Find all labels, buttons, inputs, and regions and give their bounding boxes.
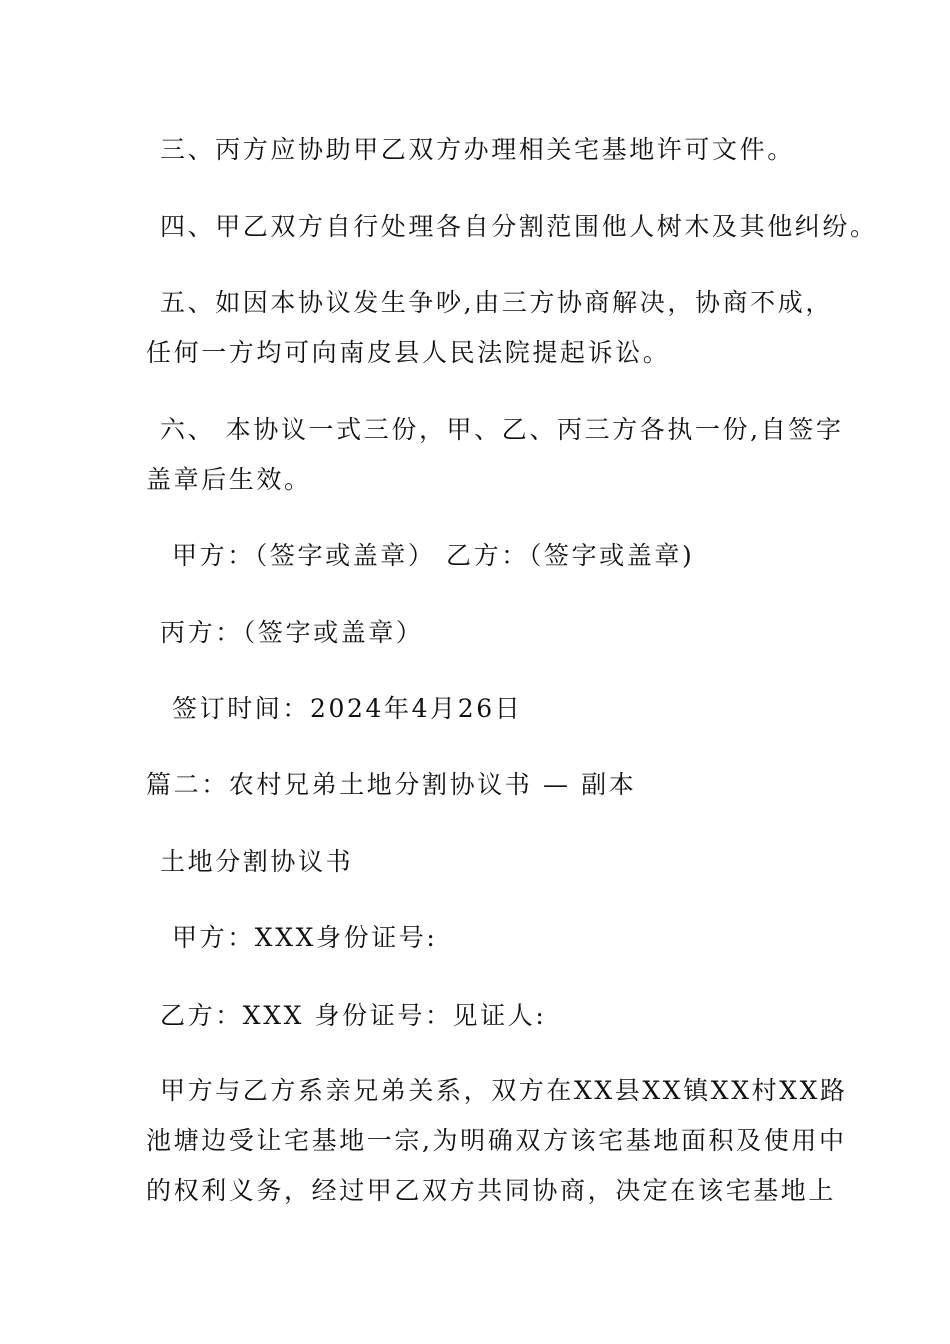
clause-six-line-1: 六、 本协议一式三份，甲、乙、丙三方各执一份,自签字	[160, 415, 844, 444]
body-paragraph-line-1: 甲方与乙方系亲兄弟关系，双方在XX县XX镇XX村XX路	[160, 1076, 848, 1105]
clause-five-line-1: 五、如因本协议发生争吵,由三方协商解决，协商不成，	[160, 288, 833, 317]
party-a-info: 甲方：XXX身份证号:	[172, 923, 438, 952]
clause-three: 三、丙方应协助甲乙双方办理相关宅基地许可文件。	[160, 135, 795, 164]
body-paragraph-line-2: 池塘边受让宅基地一宗,为明确双方该宅基地面积及使用中	[146, 1126, 847, 1155]
body-paragraph-line-3: 的权利义务，经过甲乙双方共同协商，决定在该宅基地上	[146, 1176, 837, 1205]
agreement-title: 土地分割协议书	[160, 847, 354, 876]
signature-party-c: 丙方：（签字或盖章）	[160, 618, 424, 647]
clause-four: 四、甲乙双方自行处理各自分割范围他人树木及其他纠纷。	[160, 212, 878, 241]
signing-date: 签订时间：2024年4月26日	[172, 694, 523, 723]
clause-six-line-2: 盖章后生效。	[146, 465, 312, 494]
party-b-info: 乙方：XXX 身份证号：见证人:	[160, 1001, 547, 1030]
section-two-heading: 篇二：农村兄弟土地分割协议书 — 副本	[146, 770, 637, 799]
signature-party-a-b: 甲方：（签字或盖章） 乙方：（签字或盖章)	[172, 541, 695, 570]
clause-five-line-2: 任何一方均可向南皮县人民法院提起诉讼。	[146, 338, 671, 367]
